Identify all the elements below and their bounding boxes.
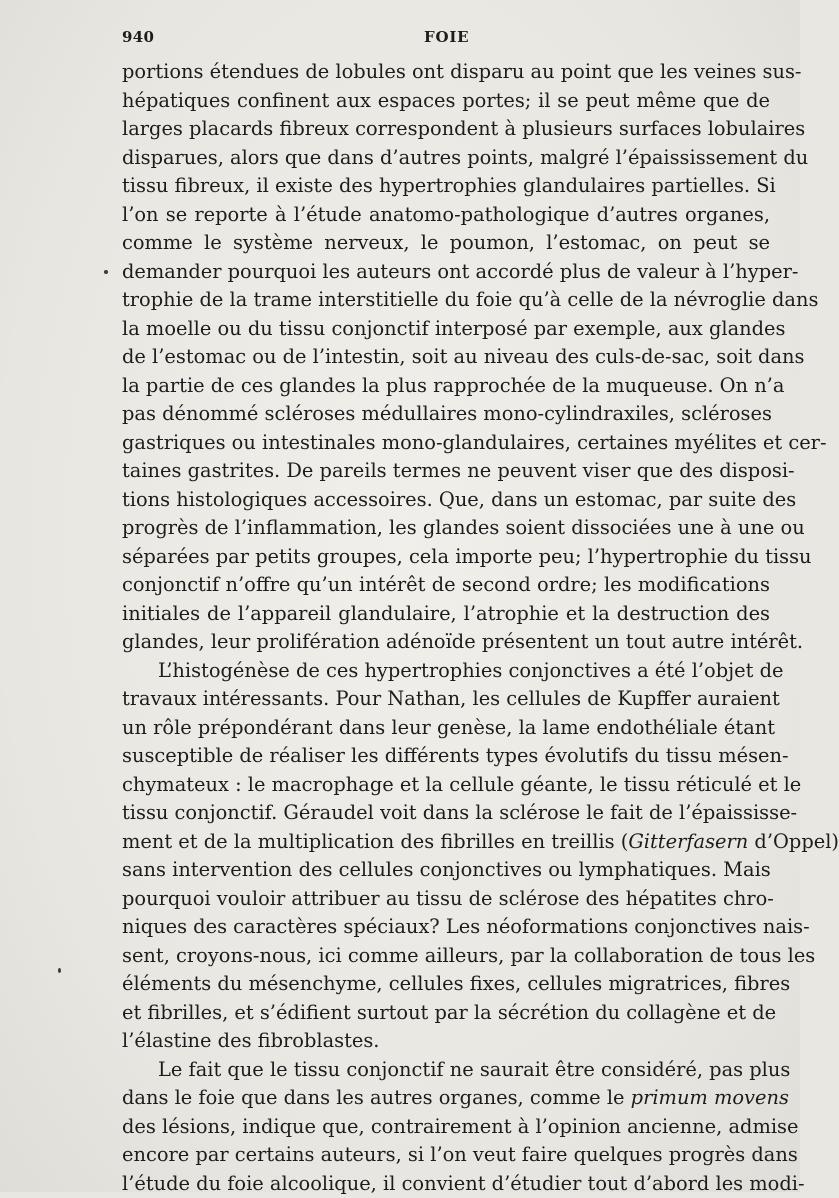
text-line: L’histogénèse de ces hypertrophies conjonctives a été l’objet de	[122, 657, 770, 686]
text-line: encore par certains auteurs, si l’on veut faire quelques progrès dans	[122, 1141, 770, 1170]
text-line: niques des caractères spéciaux? Les néoformations conjonctives nais-	[122, 913, 770, 942]
text-line: gastriques ou intestinales mono-glandulaires, certaines myélites et cer-	[122, 429, 770, 458]
print-speck	[58, 968, 61, 973]
body-text	[122, 58, 770, 1198]
text-line: tions histologiques accessoires. Que, dans un estomac, par suite des	[122, 486, 770, 515]
text-line: disparues, alors que dans d’autres points, malgré l’épaississement du	[122, 144, 770, 173]
text-line: pas dénommé scléroses médullaires mono-cylindraxiles, scléroses	[122, 400, 770, 429]
page-number: 940	[122, 28, 154, 46]
text-line: l’étude du foie alcoolique, il convient d’étudier tout d’abord les modi-	[122, 1170, 770, 1198]
text-line: sans intervention des cellules conjonctives ou lymphatiques. Mais	[122, 856, 770, 885]
text-line: séparées par petits groupes, cela importe peu; l’hypertrophie du tissu	[122, 543, 770, 572]
paragraph-2	[122, 657, 770, 1056]
text-line: des lésions, indique que, contrairement à l’opinion ancienne, admise	[122, 1113, 770, 1142]
text-line: la moelle ou du tissu conjonctif interposé par exemple, aux glandes	[122, 315, 770, 344]
text-line	[122, 828, 770, 857]
page-header	[118, 28, 770, 50]
paragraph-1	[122, 58, 770, 657]
text-line: et fibrilles, et s’édifient surtout par la sécrétion du collagène et de	[122, 999, 770, 1028]
italic-term: primum movens	[631, 1086, 789, 1109]
text-segment: d’Oppel)	[748, 830, 839, 853]
text-line: demander pourquoi les auteurs ont accordé plus de valeur à l’hyper-	[122, 258, 770, 287]
text-line: tissu fibreux, il existe des hypertrophies glandulaires partielles. Si	[122, 172, 770, 201]
text-line: tissu conjonctif. Géraudel voit dans la sclérose le fait de l’épaississe-	[122, 799, 770, 828]
text-line: susceptible de réaliser les différents types évolutifs du tissu mésen-	[122, 742, 770, 771]
text-line: sent, croyons-nous, ici comme ailleurs, par la collaboration de tous les	[122, 942, 770, 971]
text-line: Le fait que le tissu conjonctif ne saurait être considéré, pas plus	[122, 1056, 770, 1085]
text-line: un rôle prépondérant dans leur genèse, la lame endothéliale étant	[122, 714, 770, 743]
text-segment: ment et de la multiplication des fibrilles en treillis	[122, 830, 615, 853]
text-line	[122, 1084, 770, 1113]
text-line: comme le système nerveux, le poumon, l’estomac, on peut se	[122, 229, 770, 258]
text-segment: dans le foie que dans les autres organes, comme le	[122, 1086, 625, 1109]
paragraph-3	[122, 1056, 770, 1198]
text-line: progrès de l’inflammation, les glandes soient dissociées une à une ou	[122, 514, 770, 543]
text-line: glandes, leur prolifération adénoïde présentent un tout autre intérêt.	[122, 628, 770, 657]
text-line: l’élastine des fibroblastes.	[122, 1027, 770, 1056]
text-line: trophie de la trame interstitielle du foie qu’à celle de la névroglie dans	[122, 286, 770, 315]
text-segment: (	[615, 830, 629, 853]
print-speck	[104, 270, 108, 274]
text-line: initiales de l’appareil glandulaire, l’atrophie et la destruction des	[122, 600, 770, 629]
text-line: larges placards fibreux correspondent à plusieurs surfaces lobulaires	[122, 115, 770, 144]
italic-term: Gitterfasern	[628, 830, 748, 853]
text-line: travaux intéressants. Pour Nathan, les cellules de Kupffer auraient	[122, 685, 770, 714]
running-head: FOIE	[424, 28, 469, 46]
text-line: conjonctif n’offre qu’un intérêt de second ordre; les modifications	[122, 571, 770, 600]
text-line: portions étendues de lobules ont disparu au point que les veines sus-	[122, 58, 770, 87]
text-line: hépatiques confinent aux espaces portes; il se peut même que de	[122, 87, 770, 116]
text-line: taines gastrites. De pareils termes ne peuvent viser que des disposi-	[122, 457, 770, 486]
text-line: l’on se reporte à l’étude anatomo-pathologique d’autres organes,	[122, 201, 770, 230]
text-line: la partie de ces glandes la plus rapprochée de la muqueuse. On n’a	[122, 372, 770, 401]
text-line: éléments du mésenchyme, cellules fixes, cellules migratrices, fibres	[122, 970, 770, 999]
text-line: de l’estomac ou de l’intestin, soit au niveau des culs-de-sac, soit dans	[122, 343, 770, 372]
text-line: chymateux : le macrophage et la cellule géante, le tissu réticulé et le	[122, 771, 770, 800]
text-line: pourquoi vouloir attribuer au tissu de sclérose des hépatites chro-	[122, 885, 770, 914]
